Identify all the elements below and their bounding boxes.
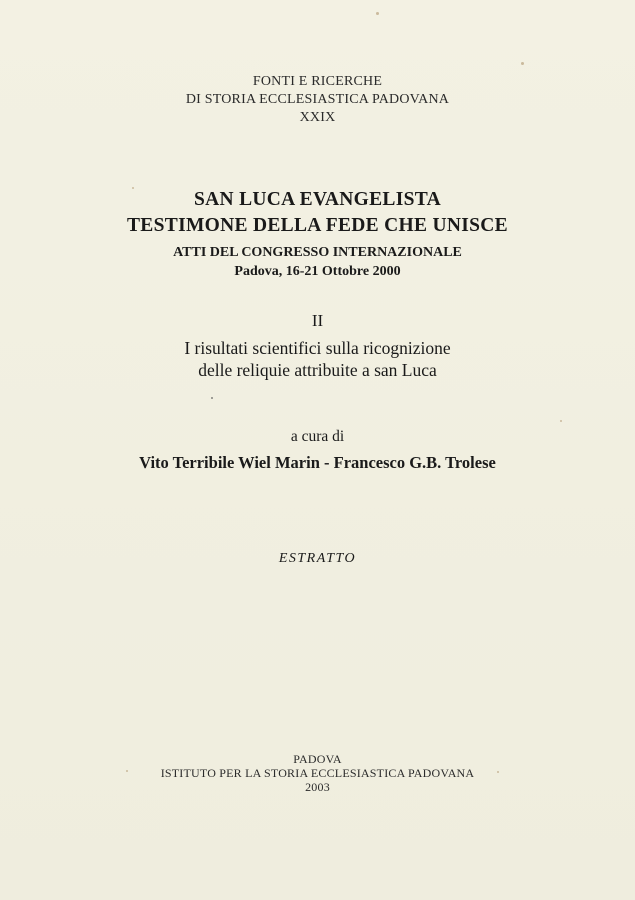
publisher-year: 2003: [305, 780, 330, 794]
volume-number: II: [311, 311, 324, 330]
paper-speck: [560, 420, 562, 422]
paper-speck: [132, 187, 134, 189]
publisher-name: ISTITUTO PER LA STORIA ECCLESIASTICA PADOVANA: [160, 766, 475, 780]
main-title-line1: SAN LUCA EVANGELISTA: [194, 189, 441, 210]
editors-names: Vito Terribile Wiel Marin - Francesco G.B. Trolese: [139, 453, 496, 472]
paper-speck: [521, 62, 524, 65]
volume-title-line1: I risultati scientifici sulla ricognizione: [184, 338, 451, 358]
volume-title-line2: delle reliquie attribuite a san Luca: [198, 360, 437, 380]
series-title-line1: FONTI E RICERCHE: [252, 74, 383, 89]
congress-date: Padova, 16-21 Ottobre 2000: [234, 264, 401, 279]
paper-speck: [211, 397, 213, 399]
paper-speck: [126, 770, 128, 772]
estratto-label: ESTRATTO: [278, 551, 357, 566]
editors-label: a cura di: [290, 428, 345, 445]
paper-speck: [376, 12, 379, 15]
main-title-line2: TESTIMONE DELLA FEDE CHE UNISCE: [127, 215, 508, 236]
paper-speck: [497, 771, 499, 773]
congress-subtitle: ATTI DEL CONGRESSO INTERNAZIONALE: [173, 245, 462, 260]
publisher-city: PADOVA: [293, 752, 342, 766]
series-title-line2: DI STORIA ECCLESIASTICA PADOVANA: [185, 92, 450, 107]
series-number: XXIX: [299, 110, 336, 125]
